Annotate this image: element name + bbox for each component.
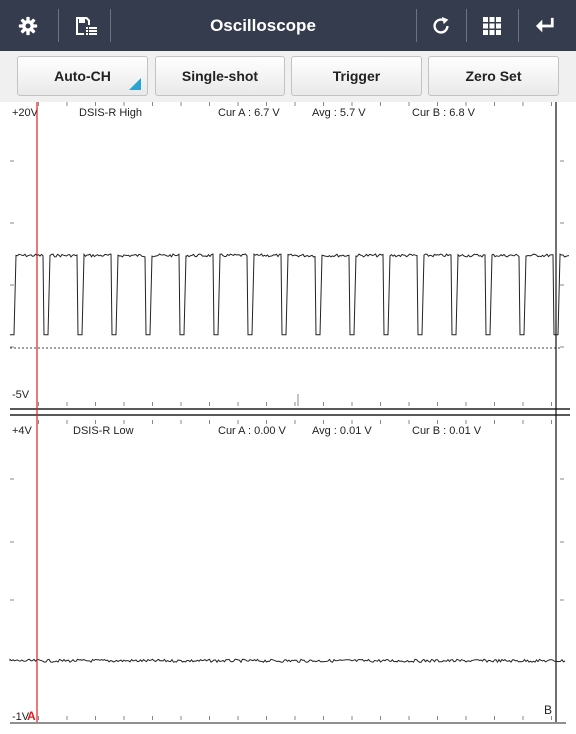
auto-ch-button[interactable] [17, 56, 148, 96]
return-button[interactable] [520, 0, 570, 51]
ch1-avg: Avg : 5.7 V [312, 107, 366, 119]
ch2-avg: Avg : 0.01 V [312, 425, 372, 437]
dropdown-corner-icon [129, 78, 141, 90]
divider [518, 9, 519, 42]
ch2-name: DSIS-R Low [73, 425, 134, 437]
ch2-cur-a: Cur A : 0.00 V [218, 425, 286, 437]
save-button[interactable] [64, 0, 108, 51]
single-shot-label: Single-shot [181, 68, 259, 84]
refresh-icon [430, 15, 452, 37]
mode-button-bar [0, 51, 576, 102]
trigger-button[interactable] [291, 56, 422, 96]
ch2-min-label: -1V [12, 711, 30, 723]
settings-button[interactable] [8, 0, 48, 51]
ch1-cur-b: Cur B : 6.8 V [412, 107, 475, 119]
cursor-a-label[interactable]: A [27, 709, 36, 723]
ch2-cur-b: Cur B : 0.01 V [412, 425, 482, 437]
auto-ch-label: Auto-CH [54, 68, 111, 84]
ch1-min-label: -5V [12, 389, 30, 401]
ch1-name: DSIS-R High [79, 107, 142, 119]
grid-icon [483, 17, 501, 35]
trigger-label: Trigger [332, 68, 381, 84]
ch1-cur-a: Cur A : 6.7 V [218, 107, 280, 119]
ch1-max-label: +20V [12, 107, 38, 119]
app-title: Oscilloscope [210, 16, 316, 35]
zero-set-label: Zero Set [465, 68, 522, 84]
save-list-icon [74, 15, 98, 37]
title-bar [0, 0, 576, 51]
divider [416, 9, 417, 42]
gear-icon [18, 16, 38, 36]
refresh-button[interactable] [418, 0, 464, 51]
return-icon [534, 16, 556, 36]
zero-set-button[interactable] [428, 56, 559, 96]
cursor-b-label[interactable]: B [544, 703, 553, 717]
divider [466, 9, 467, 42]
divider [58, 9, 59, 42]
grid-button[interactable] [468, 0, 516, 51]
oscilloscope-display[interactable] [0, 102, 576, 734]
ch2-max-label: +4V [12, 425, 32, 437]
single-shot-button[interactable] [155, 56, 285, 96]
